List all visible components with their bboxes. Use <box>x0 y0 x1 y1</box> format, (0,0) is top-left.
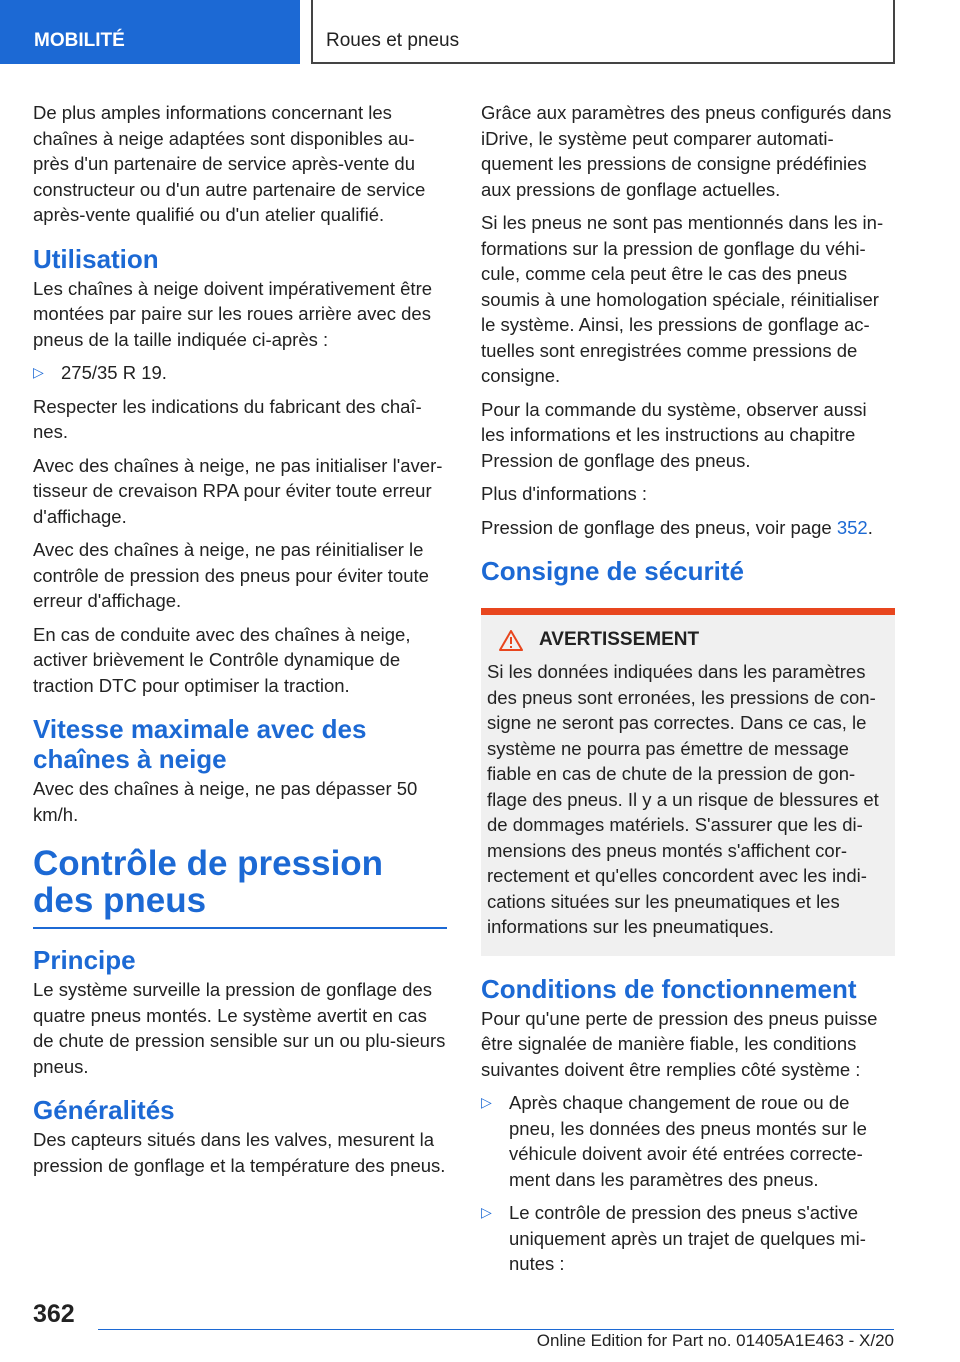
heading-generalites: Généralités <box>33 1095 175 1125</box>
warning-text: Si les données indiquées dans les paramètres des pneus sont erronées, les pressions de con-signe ne seront pas correctes. Dans ce cas, le système ne pourra pas émettre de message fiable en cas de chute de la pression de gon-flage des pneus. Il y a un risque de blessures et de dommages matériels. S'assurer que les di-mensions des pneus montés s'affichent cor-rectement et qu'elles concordent avec les indi-cations situées sur les pneumatiques et les informations sur les pneumatiques. <box>487 661 879 937</box>
triangle-bullet-icon: ▷ <box>481 1204 492 1220</box>
triangle-bullet-icon: ▷ <box>481 1094 492 1110</box>
paragraph <box>481 515 895 541</box>
paragraph: Les chaînes à neige doivent impérativement être montées par paire sur les roues arrière avec des pneus de la taille indiquée ci-après : <box>33 277 433 350</box>
left-column <box>33 100 447 1186</box>
paragraph: En cas de conduite avec des chaînes à neige, activer brièvement le Contrôle dynamique de traction DTC pour optimiser la traction. <box>33 623 411 696</box>
heading-principe: Principe <box>33 945 136 975</box>
paragraph: Pour qu'une perte de pression des pneus puisse être signalée de manière fiable, les conditions suivantes doivent être remplies côté système : <box>481 1007 878 1080</box>
page-link[interactable]: 352 <box>836 516 868 538</box>
paragraph: Plus d'informations : <box>481 483 647 504</box>
list-item-text: Après chaque changement de roue ou de pneu, les données des pneus montés sur le véhicule doivent avoir été entrées correcte-ment dans les paramètres des pneus. <box>509 1092 867 1190</box>
header-chapter-title: Roues et pneus <box>311 0 895 64</box>
list-item-text: 275/35 R 19. <box>61 362 167 383</box>
list-item <box>33 360 447 386</box>
footer-edition: Online Edition for Part no. 01405A1E463 - X/20 <box>536 1331 894 1350</box>
warning-box <box>481 608 895 956</box>
heading-utilisation: Utilisation <box>33 243 159 274</box>
warning-triangle-icon <box>499 630 523 651</box>
paragraph: Respecter les indications du fabricant des chaî-nes. <box>33 395 422 442</box>
heading-controle-pression: Contrôle de pression des pneus <box>33 845 447 929</box>
heading-conditions: Conditions de fonctionnement <box>481 973 857 1004</box>
paragraph: Avec des chaînes à neige, ne pas dépasser 50 km/h. <box>33 778 418 825</box>
list-item <box>481 1200 895 1277</box>
list-item-text: Le contrôle de pression des pneus s'active uniquement après un trajet de quelques mi-nutes : <box>509 1202 866 1274</box>
reference-end: . <box>867 516 873 538</box>
reference-text: Pression de gonflage des pneus, voir page <box>481 516 837 538</box>
page-number: 362 <box>33 1300 75 1328</box>
paragraph: Avec des chaînes à neige, ne pas initialiser l'aver-tisseur de crevaison RPA pour éviter toute erreur d'affichage. <box>33 454 443 527</box>
warning-title-text: AVERTISSEMENT <box>539 629 700 650</box>
paragraph: Grâce aux paramètres des pneus configurés dans iDrive, le système peut comparer automati-quement les pressions de consigne prédéfinies aux pressions de gonflage actuelles. <box>481 102 892 200</box>
paragraph: Des capteurs situés dans les valves, mesurent la pression de gonflage et la température des pneus. <box>33 1129 446 1176</box>
warning-title <box>487 629 889 651</box>
paragraph: Si les pneus ne sont pas mentionnés dans les in-formations sur la pression de gonflage du véhi-cule, comme cela peut être le cas des pneus soumis à une homologation spéciale, réinitialiser le système. Ainsi, les pressions de gonflage ac-tuelles sont enregistrées comme pressions de consigne. <box>481 212 884 386</box>
paragraph: De plus amples informations concernant les chaînes à neige adaptées sont disponibles au-près d'un partenaire de service après-vente du constructeur ou d'un autre partenaire de service après-vente qualifié ou d'un atelier qualifié. <box>33 102 426 225</box>
paragraph: Pour la commande du système, observer aussi les informations et les instructions au chapitre Pression de gonflage des pneus. <box>481 398 867 471</box>
heading-vitesse: Vitesse maximale avec des chaînes à neige <box>33 714 367 774</box>
right-column <box>481 100 895 1285</box>
paragraph: Avec des chaînes à neige, ne pas réinitialiser le contrôle de pression des pneus pour éviter toute erreur d'affichage. <box>33 539 429 611</box>
paragraph: Le système surveille la pression de gonflage des quatre pneus montés. Le système avertit en cas de chute de pression sensible sur un ou plu-sieurs pneus. <box>33 979 446 1077</box>
triangle-bullet-icon: ▷ <box>33 364 44 380</box>
header-section-label: MOBILITÉ <box>0 0 300 64</box>
heading-consigne: Consigne de sécurité <box>481 556 744 586</box>
footer-divider <box>98 1329 894 1330</box>
list-item <box>481 1090 895 1192</box>
